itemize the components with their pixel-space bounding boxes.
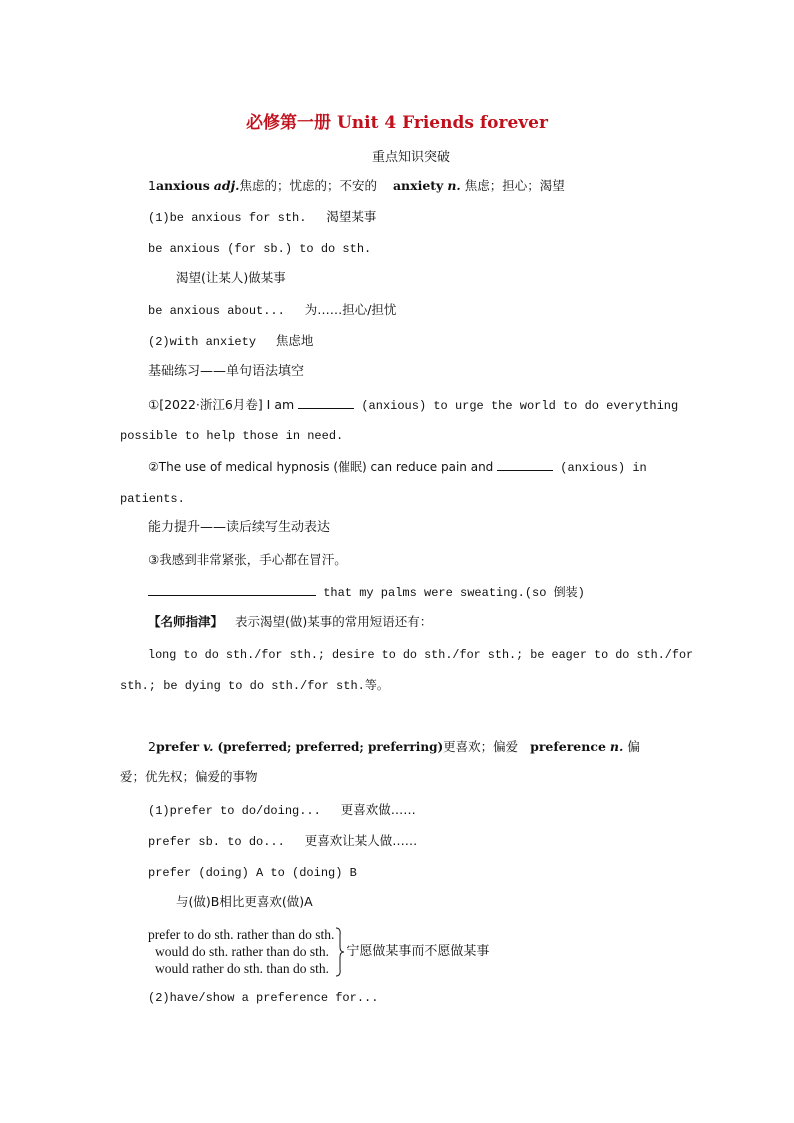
item2-noun-meaning: 爱；优先权；偏爱的事物 xyxy=(120,769,258,784)
item2-number: 2 xyxy=(148,739,156,754)
phrase-en: be anxious about... xyxy=(148,304,285,318)
phrase-en: prefer (doing) A to (doing) B xyxy=(148,866,357,880)
item1-pos: adj. xyxy=(213,178,240,193)
tip-text: 表示渴望(做)某事的常用短语还有： xyxy=(234,614,433,629)
item1-word: anxious xyxy=(155,178,210,193)
item1-phrase1 xyxy=(148,209,376,226)
item2-pos: v. xyxy=(203,739,214,754)
phrase-en: (1)be anxious for sth. xyxy=(148,211,307,225)
phrase-cn: 渴望某事 xyxy=(326,209,377,224)
item2-noun: preference xyxy=(530,739,606,754)
phrase-cn: 更喜欢让某人做…… xyxy=(304,833,418,848)
tip xyxy=(148,614,432,630)
answer-blank[interactable] xyxy=(298,396,354,409)
item2-meaning: 更喜欢；偏爱 xyxy=(443,739,519,754)
phrase-cn: 渴望(让某人)做某事 xyxy=(176,270,286,285)
brace-meaning: 宁愿做某事而不愿做某事 xyxy=(346,944,490,959)
exercise-2 xyxy=(148,458,647,477)
item1-noun-pos: n. xyxy=(447,178,461,193)
brace-line: prefer to do sth. rather than do sth. xyxy=(148,927,335,942)
exercise-1 xyxy=(148,396,678,414)
item1-noun-meaning: 焦虑；担心；渴望 xyxy=(464,178,565,193)
exercise-text: that my palms were sweating.(so 倒装) xyxy=(316,586,585,600)
tip-label: 【名师指津】 xyxy=(148,614,224,629)
item2-phrase2 xyxy=(148,833,417,850)
item2-forms: (preferred; preferred; preferring) xyxy=(217,740,444,754)
item2-headline-cont xyxy=(120,769,258,785)
answer-blank[interactable] xyxy=(497,458,553,471)
item2-phrase3-en xyxy=(148,864,357,881)
brace-line: would rather do sth. than do sth. xyxy=(155,961,329,976)
item1-meaning: 焦虑的；忧虑的；不安的 xyxy=(239,178,378,193)
tip-line-2 xyxy=(120,677,389,694)
ability-heading: 能力提升——读后续写生动表达 xyxy=(148,520,331,535)
practice-heading: 基础练习——单句语法填空 xyxy=(148,364,305,379)
phrase-cn: 焦虑地 xyxy=(275,333,314,348)
item1-number: 1 xyxy=(148,178,156,193)
tip-text: sth.; be dying to do sth./for sth.等。 xyxy=(120,679,389,693)
exercise-text: ①[2022·浙江6月卷] I am xyxy=(148,397,299,412)
phrase-cn: 更喜欢做…… xyxy=(340,802,416,817)
tip-line-1 xyxy=(148,646,693,663)
tip-text: long to do sth./for sth.; desire to do sth./for sth.; be eager to do sth./for xyxy=(148,648,694,662)
item1-headline xyxy=(148,178,565,194)
phrase-en: prefer sb. to do... xyxy=(148,835,285,849)
phrase-en: (2)have/show a preference for... xyxy=(148,991,379,1005)
item2-word: prefer xyxy=(155,739,200,754)
item2-phrase3-cn xyxy=(176,894,313,910)
item2-noun-meaning: 偏 xyxy=(627,739,640,754)
item2-noun-pos: n. xyxy=(609,739,624,754)
right-brace-icon xyxy=(335,927,345,977)
answer-blank[interactable] xyxy=(148,583,316,596)
item2-headline xyxy=(148,739,640,755)
rather-than-group xyxy=(148,926,489,977)
phrase-en: be anxious (for sb.) to do sth. xyxy=(148,242,372,256)
exercise-text: patients. xyxy=(120,492,185,506)
item1-phrase2-en xyxy=(148,240,371,257)
brace-line: would do sth. rather than do sth. xyxy=(155,944,329,959)
phrase-en: (2)with anxiety xyxy=(148,335,257,349)
item2-phrase4 xyxy=(148,989,378,1006)
section-subtitle: 重点知识突破 xyxy=(371,150,450,165)
exercise-3-cn: ③我感到非常紧张，手心都在冒汗。 xyxy=(148,552,347,567)
phrase-cn: 与(做)B相比更喜欢(做)A xyxy=(176,894,313,909)
phrase-en: (1)prefer to do/doing... xyxy=(148,804,321,818)
phrase-cn: 为……担心/担忧 xyxy=(304,302,397,317)
exercise-3-en xyxy=(148,583,585,601)
item1-noun: anxiety xyxy=(392,178,444,193)
item1-phrase3 xyxy=(148,302,396,319)
item2-phrase1 xyxy=(148,802,416,819)
exercise-1-cont xyxy=(120,427,343,444)
exercise-text: possible to help those in need. xyxy=(120,429,344,443)
page-title: 必修第一册 Unit 4 Friends forever xyxy=(246,113,548,133)
exercise-2-cont xyxy=(120,490,185,507)
item1-phrase2-cn xyxy=(176,270,286,286)
exercise-text: (anxious) in xyxy=(553,461,647,475)
item1-phrase4 xyxy=(148,333,313,350)
exercise-text: (anxious) to urge the world to do everything xyxy=(354,399,679,413)
exercise-text: ②The use of medical hypnosis (催眠) can reduce pain and xyxy=(148,460,498,474)
